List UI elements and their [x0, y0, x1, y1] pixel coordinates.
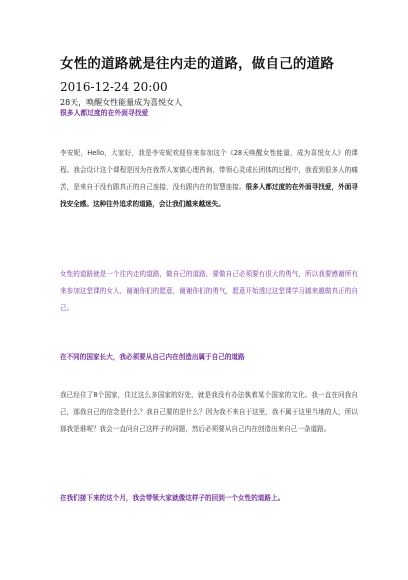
paragraph-intro [60, 145, 358, 213]
paragraph-intro-text: 李安妮，Hello，大家好，我是李安妮欢迎你来参加这个《28天唤醒女性能量，成为喜悦女人》的课程。我会设计这个课程是因为在我帮人家做心理咨询，带领心灵成长团体的过程中，我看到很多人的痛苦，是来自于没有跟真正的自己连接，没有跟内在的智慧连接。 [60, 149, 358, 191]
section-headline: 很多人都过度的在外面寻找爱 [60, 109, 149, 117]
paragraph-countries: 我已经住了8个国家，住过这么多国家的好处，就是我没有办法執着某个国家的文化。我一直在问我自己，那我自己的信念是什么？我自己要的是什么？因为我不来自于这里，我不属于这里当地的人，所以那我是谁呢？我会一直问自己这样子的问题，然后必须要从自己内在创造出来自己一条道路。 [60, 391, 358, 433]
article-subtitle: 28天，唤醒女性能量成为喜悦女人 [60, 98, 183, 107]
section-heading-countries: 在不同的国家长大，我必须要从自己内在创造出属于自己的道路 [60, 353, 245, 361]
paragraph-closing: 在我们接下来的这个月，我会带领大家就像这样子的回到一个女性的道路上。 [60, 494, 285, 502]
paragraph-intro-emphasis: 很多人都过度的在外面寻找爱，外面寻找安全感。这种往外追求的道路，会让我们越来越迷失。 [60, 183, 359, 208]
article-title: 女性的道路就是往内走的道路，做自己的道路 [60, 56, 334, 72]
article-date: 2016-12-24 20:00 [60, 80, 168, 94]
paragraph-womens-path: 女性的道路就是一个往内走的道路，做自己的道路，要做自己必须要有很大的勇气，所以我要感谢所有来参加这堂课的女人，谢谢你们的愿意，谢谢你们的勇气，愿意开始透过这堂课学习越来越做真正的自己。 [60, 270, 358, 312]
